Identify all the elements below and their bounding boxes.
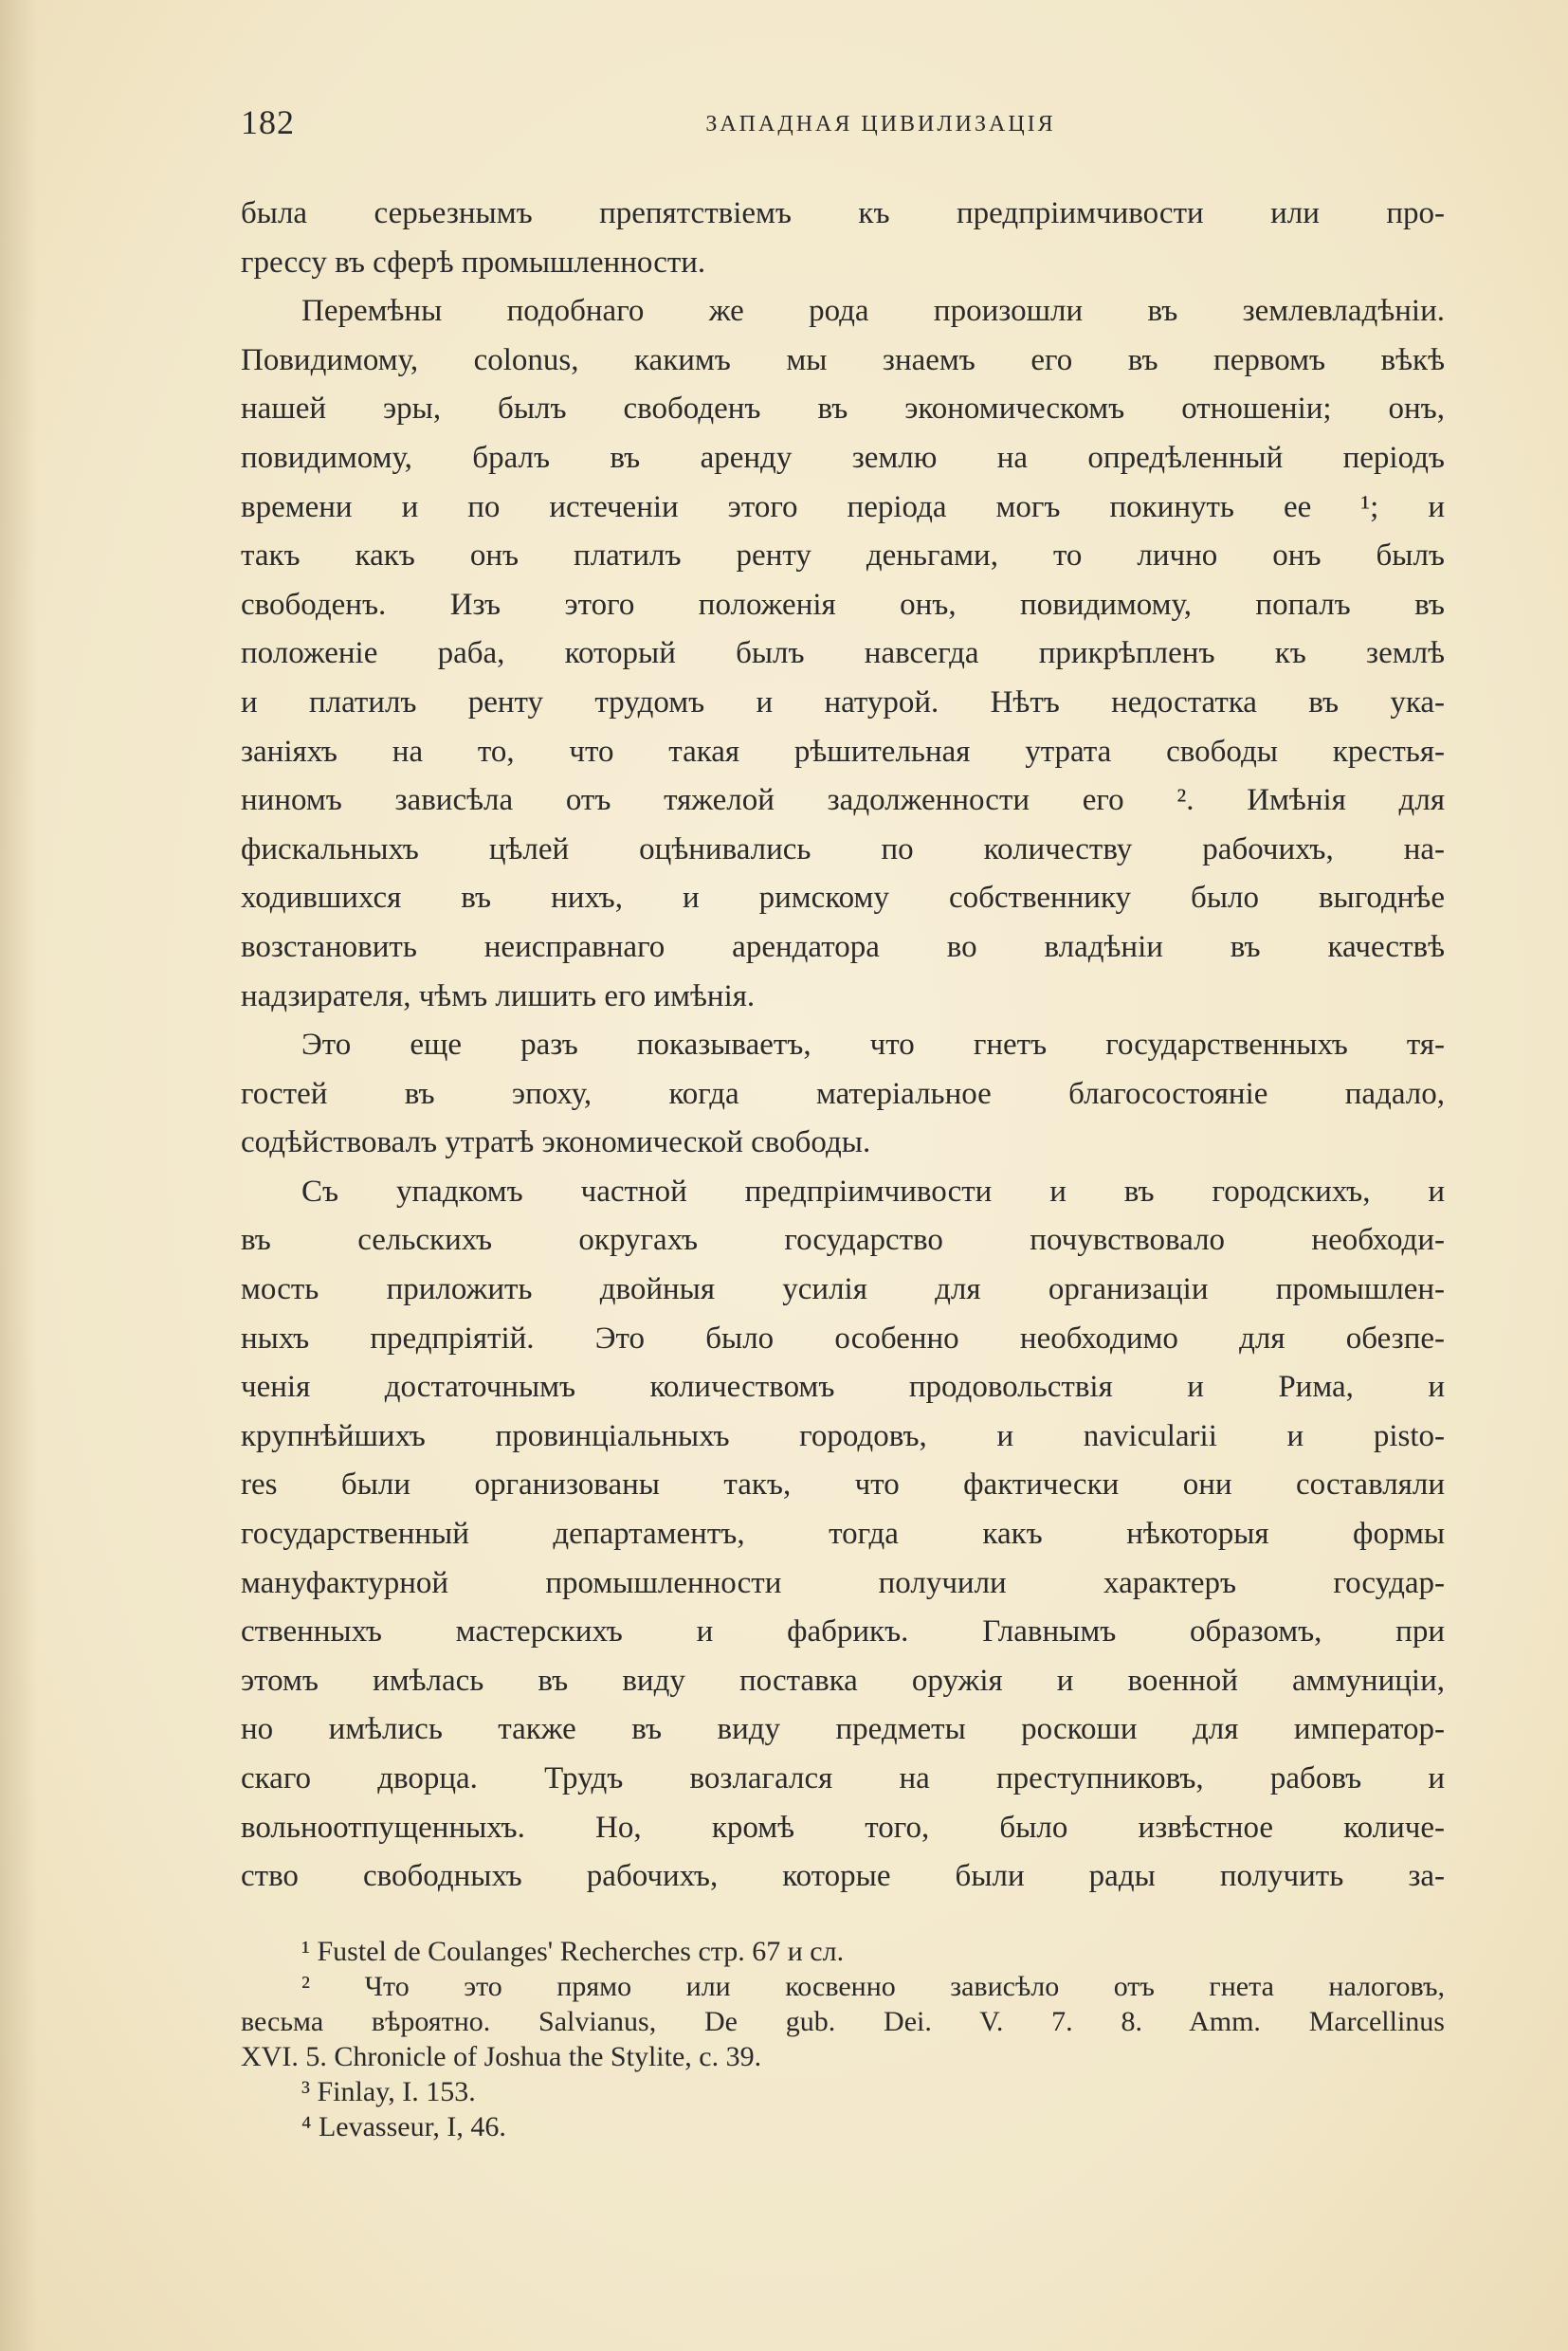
text-line: вольноотпущенныхъ. Но, кромѣ того, было извѣстное количе- bbox=[241, 1810, 1445, 1845]
text-line: Съ упадкомъ частной предпріимчивости и въ городскихъ, и bbox=[301, 1174, 1445, 1209]
footnotes bbox=[241, 1934, 1445, 2144]
text-line: нашей эры, былъ свободенъ въ экономическомъ отношеніи; онъ, bbox=[241, 392, 1445, 427]
text-line: заніяхъ на то, что такая рѣшительная утрата свободы крестья- bbox=[241, 734, 1445, 769]
text-line: мость приложить двойныя усилія для организаціи промышлен- bbox=[241, 1272, 1445, 1307]
text-line: ственныхъ мастерскихъ и фабрикъ. Главнымъ образомъ, при bbox=[241, 1614, 1445, 1649]
text-line: была серьезнымъ препятствіемъ къ предпріимчивости или про- bbox=[241, 196, 1445, 230]
text-line: въ сельскихъ округахъ государство почувствовало необходи- bbox=[241, 1223, 1445, 1258]
text-line: содѣйствовалъ утратѣ экономической свободы. bbox=[241, 1125, 871, 1160]
footnote-line: ¹ Fustel de Coulanges' Recherches стр. 67 и сл. bbox=[301, 1936, 845, 1967]
text-line: но имѣлись также въ виду предметы роскоши для император- bbox=[241, 1712, 1445, 1747]
text-line: ченія достаточнымъ количествомъ продовольствія и Рима, и bbox=[241, 1370, 1445, 1405]
text-line: Это еще разъ показываетъ, что гнетъ государственныхъ тя- bbox=[301, 1028, 1445, 1063]
footnote-line: ³ Finlay, I. 153. bbox=[301, 2076, 476, 2107]
text-line: надзирателя, чѣмъ лишить его имѣнія. bbox=[241, 978, 756, 1013]
page-header bbox=[241, 102, 1445, 150]
text-line: положеніе раба, который былъ навсегда прикрѣпленъ къ землѣ bbox=[241, 636, 1445, 671]
footnote-line: ⁴ Levasseur, I, 46. bbox=[301, 2111, 506, 2142]
text-line: этомъ имѣлась въ виду поставка оружія и военной аммуниціи, bbox=[241, 1663, 1445, 1698]
body-text bbox=[241, 190, 1445, 1902]
spine-shadow bbox=[0, 0, 38, 2351]
text-line: res были организованы такъ, что фактически они составляли bbox=[241, 1467, 1445, 1503]
footnote-line: XVI. 5. Chronicle of Joshua the Stylite, c. 39. bbox=[241, 2041, 762, 2072]
text-line: возстановить неисправнаго арендатора во владѣніи въ качествѣ bbox=[241, 929, 1445, 964]
text-line: и платилъ ренту трудомъ и натурой. Нѣтъ недостатка въ ука- bbox=[241, 684, 1445, 720]
text-line: крупнѣйшихъ провинціальныхъ городовъ, и navicularii и pisto- bbox=[241, 1418, 1445, 1453]
text-line: скаго дворца. Трудъ возлагался на преступниковъ, рабовъ и bbox=[241, 1761, 1445, 1795]
text-line: свободенъ. Изъ этого положенія онъ, повидимому, попалъ въ bbox=[241, 587, 1445, 622]
text-line: повидимому, бралъ въ аренду землю на опредѣленный періодъ bbox=[241, 440, 1445, 475]
text-line: мануфактурной промышленности получили характеръ государ- bbox=[241, 1565, 1445, 1600]
text-line: грессу въ сферѣ промышленности. bbox=[241, 245, 706, 280]
text-line: ходившихся въ нихъ, и римскому собственнику было выгоднѣе bbox=[241, 881, 1445, 916]
text-line: ныхъ предпріятій. Это было особенно необходимо для обезпе- bbox=[241, 1321, 1445, 1356]
text-line: такъ какъ онъ платилъ ренту деньгами, то лично онъ былъ bbox=[241, 538, 1445, 574]
text-line: времени и по истеченіи этого періода могъ покинуть ее ¹; и bbox=[241, 489, 1445, 524]
footnote-line: весьма вѣроятно. Salvianus, De gub. Dei. V. 7. 8. Amm. Marcellinus bbox=[241, 2006, 1445, 2037]
text-line: Перемѣны подобнаго же рода произошли въ землевладѣніи. bbox=[301, 294, 1445, 329]
footnote-line: ² Что это прямо или косвенно зависѣло отъ гнета налоговъ, bbox=[301, 1971, 1445, 2002]
text-line: фискальныхъ цѣлей оцѣнивались по количеству рабочихъ, на- bbox=[241, 831, 1445, 866]
text-line: Повидимому, colonus, какимъ мы знаемъ его въ первомъ вѣкѣ bbox=[241, 342, 1445, 377]
page-number: 182 bbox=[241, 103, 295, 141]
text-line: ниномъ зависѣла отъ тяжелой задолженности его ². Имѣнія для bbox=[241, 783, 1445, 818]
running-title: ЗАПАДНАЯ ЦИВИЛИЗАЦІЯ bbox=[705, 112, 1056, 137]
text-line: гостей въ эпоху, когда матеріальное благосостояніе падало, bbox=[241, 1076, 1445, 1111]
text-line: государственный департаментъ, тогда какъ нѣкоторыя формы bbox=[241, 1517, 1445, 1552]
text-line: ство свободныхъ рабочихъ, которые были рады получить за- bbox=[241, 1859, 1445, 1894]
